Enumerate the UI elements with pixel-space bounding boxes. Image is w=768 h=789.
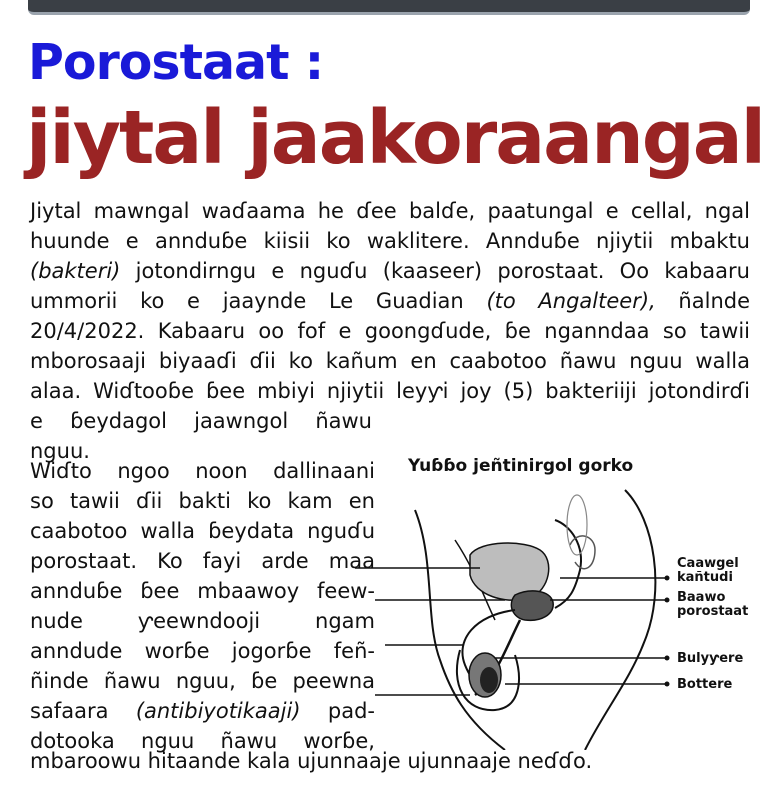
p2-line-9 — [30, 696, 375, 726]
p1-line-7: alaa. Wiɗtooɓe ɓee mbiyi njiytii leyƴi joy (5) bakteriiji jotondirɗi — [30, 379, 750, 403]
p1-line-3 — [30, 256, 750, 286]
p2-line-9-pre: safaara — [30, 699, 109, 723]
p2-line-9-post: pad- — [300, 699, 375, 723]
p2-line-1: Wiɗto ngoo noon dallinaani — [30, 459, 375, 483]
label-baawo-1: Baawo — [677, 590, 726, 605]
dot-caawgel — [665, 576, 670, 581]
loop-upper — [567, 495, 587, 555]
paragraph-1 — [30, 196, 750, 466]
p1-line-5: 20/4/2022. Kabaaru oo fof e goongɗude, ɓe nganndaa so tawii — [30, 319, 750, 343]
label-bulyere: Bulyƴere — [677, 651, 744, 666]
testis-dark — [480, 667, 498, 693]
p2-italic-antibiyotikaaji: (antibiyotikaaji) — [135, 699, 301, 723]
dot-baawo — [665, 598, 670, 603]
p1-line-1: Jiytal mawngal waɗaama he ɗee balɗe, paatungal e cellal, ngal — [30, 199, 750, 223]
p1-italic-angalteer: (to Angalteer), — [486, 289, 656, 313]
headline-line-2: jiytal jaakoraangal — [26, 95, 765, 181]
p1-line-2: huunde e annduɓe kiisii ko waklitere. Annduɓe njiytii mbaktu — [30, 229, 750, 253]
top-banner-strip — [28, 0, 750, 15]
p2-line-4: porostaat. Ko fayi arde maa — [30, 549, 375, 573]
p1-line-9: nguu. — [30, 439, 90, 463]
p2-line-6: nude ƴeewndooji ngam — [30, 609, 375, 633]
p2-line-5: annduɓe ɓee mbaawoy feew- — [30, 579, 375, 603]
small-loop — [570, 536, 595, 569]
p1-line-4-pre: ummorii ko e jaaynde Le Guadian — [30, 289, 487, 313]
label-caawgel — [677, 557, 739, 585]
label-baawo-2: porostaat — [677, 604, 749, 619]
p2-line-8: ñinde ñawu nguu, ɓe peewna — [30, 669, 375, 693]
p1-line-8: e ɓeydagol jaawngol ñawu — [30, 409, 372, 433]
label-caawgel-1: Caawgel — [677, 556, 739, 571]
headline-line-1: Porostaat : — [28, 34, 324, 91]
label-bottere: Bottere — [677, 677, 733, 692]
p1-line-4-post: ñalnde — [655, 289, 751, 313]
p2-line-10: dotooka nguu ñawu worɓe, — [30, 729, 375, 753]
p1-italic-bakteri: (bakteri) — [30, 259, 121, 283]
paragraph-2 — [30, 456, 375, 756]
dot-bottere — [665, 682, 670, 687]
p2-line-2: so tawii ɗii bakti ko kam en — [30, 489, 375, 513]
p2-line-3: caabotoo walla ɓeydata nguɗu — [30, 519, 375, 543]
dot-bulyere — [665, 656, 670, 661]
p1-line-6: mborosaaji biyaaɗi ɗii ko kañum en caabotoo ñawu nguu walla — [30, 349, 750, 373]
diagram-title: Yuɓɓo jeñtinirgol gorko — [408, 456, 634, 476]
p1-line-3-rest: jotondirngu e nguɗu (kaaseer) porostaat. Oo kabaaru — [120, 259, 750, 283]
prostate-shape — [511, 591, 553, 620]
label-caawgel-2: kañtudi — [677, 570, 733, 585]
p2-line-7: anndude worɓe jogorɓe feñ- — [30, 639, 375, 663]
p1-line-4 — [30, 286, 750, 316]
closing-line: mbaroowu hitaande kala ujunnaaje ujunnaaje neɗɗo. — [30, 749, 593, 773]
label-baawo — [677, 591, 748, 619]
body-outline-back — [585, 490, 655, 750]
